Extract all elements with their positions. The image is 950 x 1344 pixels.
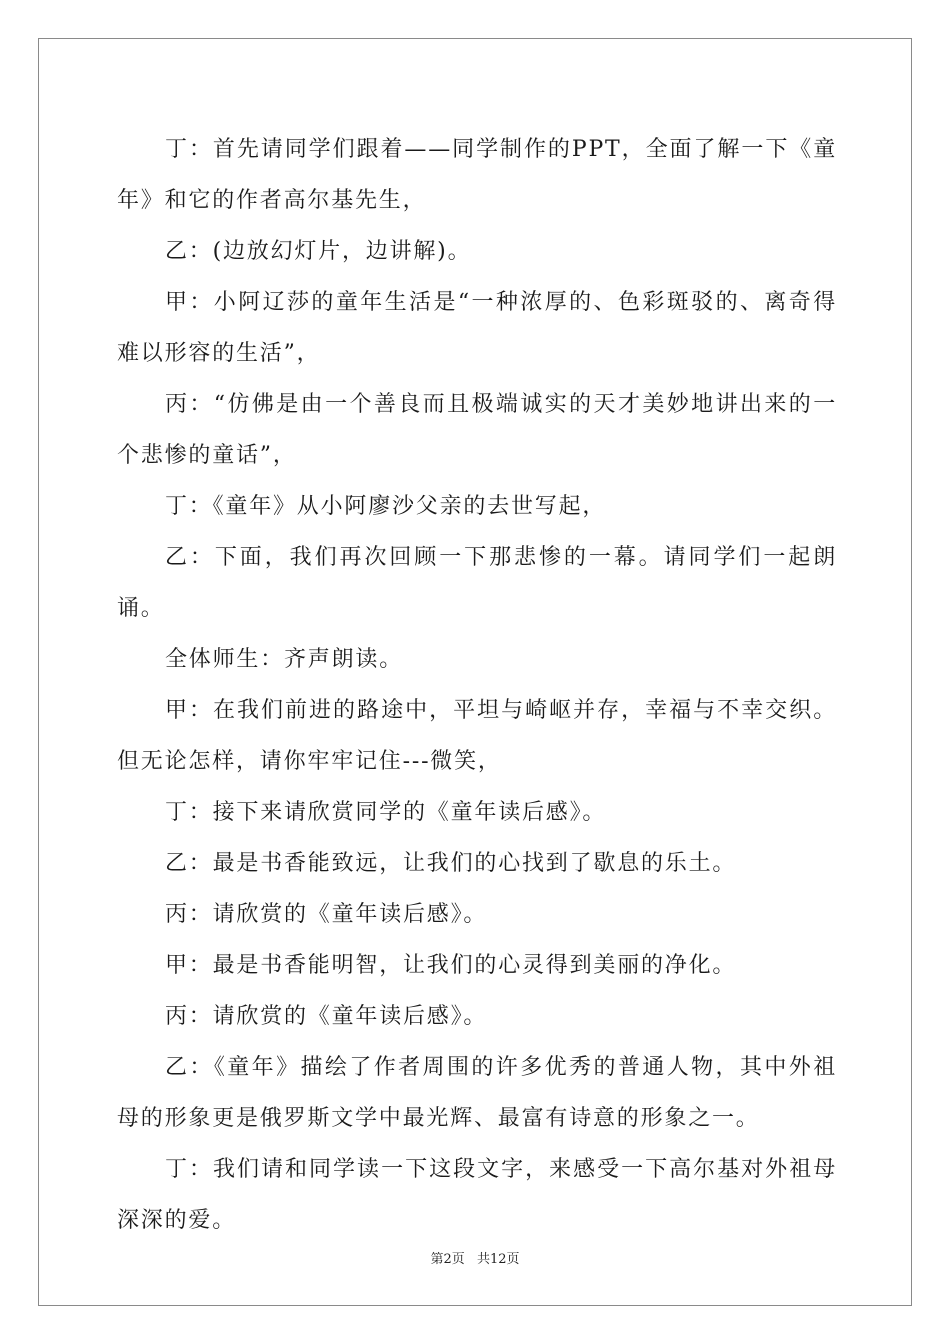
paragraph-11: 丙：请欣赏的《童年读后感》。: [165, 902, 488, 927]
paragraph-1: 丁：首先请同学们跟着——同学制作的PPT，全面了解一下《童年》和它的作者高尔基先生，: [117, 137, 837, 213]
paragraph-7: 全体师生：齐声朗读。: [165, 647, 404, 672]
page-number: 第2页: [430, 1252, 465, 1267]
paragraph-5: 丁：《童年》从小阿廖沙父亲的去世写起，: [165, 494, 607, 519]
paragraph-13: 丙：请欣赏的《童年读后感》。: [165, 1004, 488, 1029]
paragraph-9: 丁：接下来请欣赏同学的《童年读后感》。: [165, 800, 607, 825]
paragraph-14: 乙：《童年》描绘了作者周围的许多优秀的普通人物，其中外祖母的形象更是俄罗斯文学中最光辉、最富有诗意的形象之一。: [117, 1055, 837, 1131]
paragraph-10: 乙：最是书香能致远，让我们的心找到了歇息的乐土。: [165, 851, 737, 876]
paragraph-2: 乙：(边放幻灯片，边讲解)。: [165, 239, 472, 264]
paragraph-3: 甲：小阿辽莎的童年生活是“一种浓厚的、色彩斑驳的、离奇得难以形容的生活”，: [117, 290, 837, 366]
paragraph-15: 丁：我们请和同学读一下这段文字，来感受一下高尔基对外祖母深深的爱。: [117, 1157, 837, 1233]
paragraph-4: 丙：“仿佛是由一个善良而且极端诚实的天才美妙地讲出来的一个悲惨的童话”，: [117, 392, 837, 468]
paragraph-6: 乙：下面，我们再次回顾一下那悲惨的一幕。请同学们一起朗诵。: [117, 545, 837, 621]
page-footer: [0, 1248, 950, 1267]
paragraph-8: 甲：在我们前进的路途中，平坦与崎岖并存，幸福与不幸交织。但无论怎样，请你牢牢记住---微笑，: [117, 698, 837, 774]
paragraph-12: 甲：最是书香能明智，让我们的心灵得到美丽的净化。: [165, 953, 737, 978]
page-total: 共12页: [476, 1252, 520, 1267]
document-body: [117, 124, 837, 1246]
